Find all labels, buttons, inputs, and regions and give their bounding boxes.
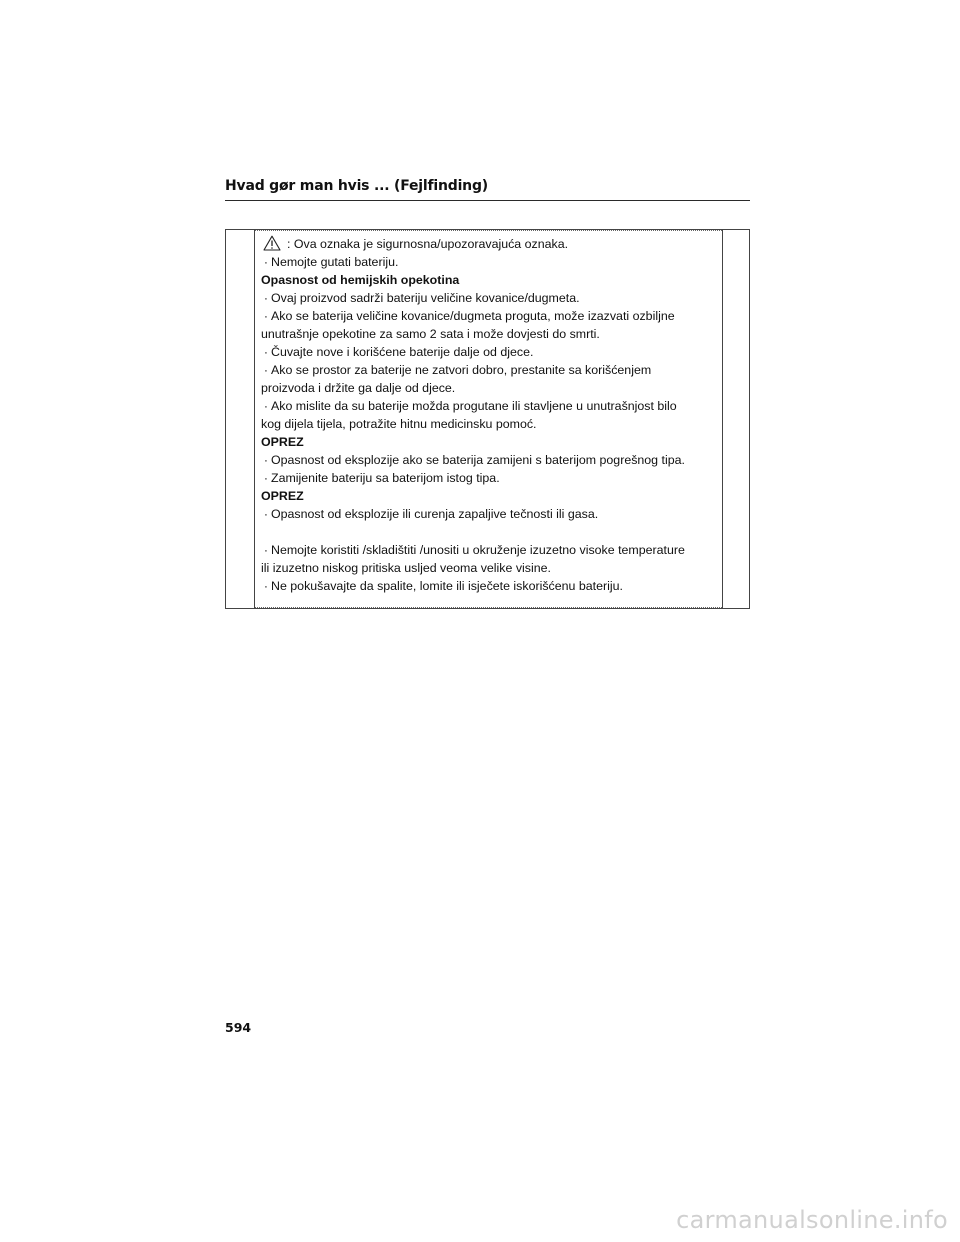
warning-intro-text: : Ova oznaka je sigurnosna/upozoravajuća oznaka. xyxy=(287,237,569,251)
warning-content-cell xyxy=(255,230,722,608)
bullet-mark: · xyxy=(263,291,269,305)
warning-bullet-text: Ne pokušavajte da spalite, lomite ili isječete iskorišćenu bateriju. xyxy=(271,579,623,593)
warning-bullet-item xyxy=(261,451,716,469)
warning-heading: OPREZ xyxy=(261,435,304,449)
warning-bullet-item xyxy=(261,577,716,595)
warning-bullet-item xyxy=(261,397,716,415)
warning-bullet-text: Ovaj proizvod sadrži bateriju veličine kovanice/dugmeta. xyxy=(271,291,580,305)
warning-intro-line xyxy=(261,235,716,253)
page-header xyxy=(225,178,750,201)
page-title: Hvad gør man hvis ... (Fejlfinding) xyxy=(225,178,488,194)
warning-content xyxy=(261,235,716,595)
warning-bullet-item xyxy=(261,541,716,559)
bullet-mark: · xyxy=(263,309,269,323)
warning-bullet-text: Nemojte koristiti /skladištiti /unositi u okruženje izuzetno visoke temperature xyxy=(271,543,685,557)
bullet-mark: · xyxy=(263,363,269,377)
warning-bullet-text: Ako se baterija veličine kovanice/dugmeta proguta, može izazvati ozbiljne xyxy=(271,309,675,323)
warning-continuation-line: kog dijela tijela, potražite hitnu medicinsku pomoć. xyxy=(261,417,537,431)
bullet-mark: · xyxy=(263,399,269,413)
bullet-mark: · xyxy=(263,543,269,557)
warning-bullet-text: Ako mislite da su baterije možda progutane ili stavljene u unutrašnjost bilo xyxy=(271,399,677,413)
warning-bullet-text: Opasnost od eksplozije ili curenja zapaljive tečnosti ili gasa. xyxy=(271,507,599,521)
warning-table xyxy=(225,229,750,609)
bullet-mark: · xyxy=(263,507,269,521)
warning-bullet-item xyxy=(261,343,716,361)
bullet-mark: · xyxy=(263,453,269,467)
warning-continuation-line: unutrašnje opekotine za samo 2 sata i može dovjesti do smrti. xyxy=(261,327,600,341)
warning-bullet-text: Čuvajte nove i korišćene baterije dalje od djece. xyxy=(271,345,534,359)
bullet-mark: · xyxy=(263,255,269,269)
warning-heading: Opasnost od hemijskih opekotina xyxy=(261,273,460,287)
warning-bullet-text: Ako se prostor za baterije ne zatvori dobro, prestanite sa korišćenjem xyxy=(271,363,652,377)
warning-bullet-item xyxy=(261,289,716,307)
warning-bullet-item xyxy=(261,253,716,271)
warning-bullet-item xyxy=(261,307,716,325)
table-right-column xyxy=(722,230,749,608)
warning-bullet-item xyxy=(261,469,716,487)
warning-bullet-item xyxy=(261,361,716,379)
warning-continuation-line: ili izuzetno niskog pritiska usljed veoma velike visine. xyxy=(261,561,551,575)
bullet-mark: · xyxy=(263,471,269,485)
warning-heading: OPREZ xyxy=(261,489,304,503)
warning-continuation-line: proizvoda i držite ga dalje od djece. xyxy=(261,381,456,395)
bullet-mark: · xyxy=(263,345,269,359)
bullet-mark: · xyxy=(263,579,269,593)
warning-spacer xyxy=(261,523,716,541)
warning-bullet-text: Nemojte gutati bateriju. xyxy=(271,255,399,269)
warning-bullet-text: Opasnost od eksplozije ako se baterija zamijeni s baterijom pogrešnog tipa. xyxy=(271,453,685,467)
warning-triangle-icon xyxy=(263,235,281,251)
warning-bullet-text: Zamijenite bateriju sa baterijom istog tipa. xyxy=(271,471,500,485)
page-number: 594 xyxy=(225,1020,252,1035)
table-left-column xyxy=(226,230,255,608)
watermark-text: carmanualsonline.info xyxy=(676,1206,948,1234)
warning-bullet-item xyxy=(261,505,716,523)
